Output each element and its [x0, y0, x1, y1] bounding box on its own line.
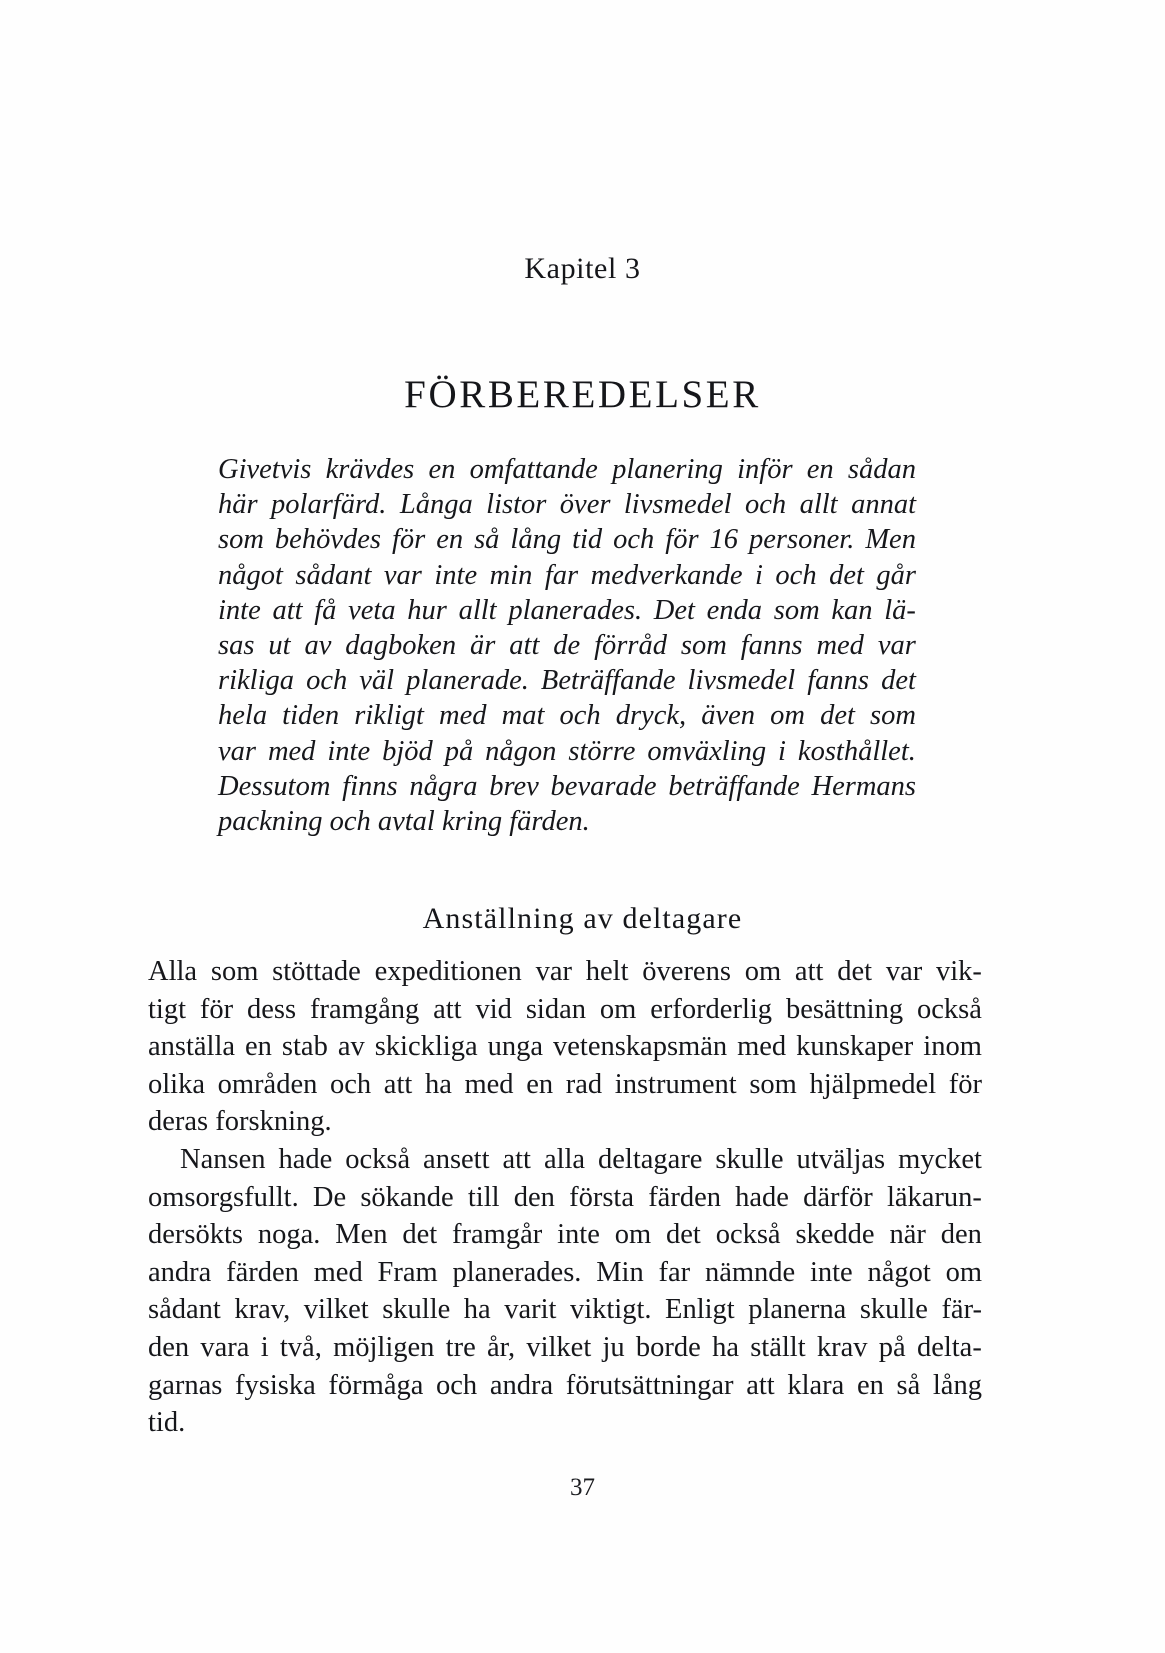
paragraph [148, 953, 982, 1141]
text-line: Nansen hade också ansett att alla deltagare skulle utväljas mycket [180, 1143, 982, 1175]
text-line: olika områden och att ha med en rad instrument som hjälpmedel för [148, 1068, 982, 1100]
text-line: dersökts noga. Men det framgår inte om det också skedde när den [148, 1219, 982, 1251]
text-line: sas ut av dagboken är att de förråd som fanns med var [218, 630, 916, 662]
text-line: deras forskning. [148, 1106, 332, 1138]
text-line: den vara i två, möjligen tre år, vilket ju borde ha ställt krav på delta- [148, 1331, 982, 1363]
text-line: packning och avtal kring färden. [218, 806, 590, 838]
section-heading: Anställning av deltagare [422, 902, 743, 935]
text-line: något sådant var inte min far medverkande i och det går [218, 559, 916, 591]
page-number: 37 [570, 1474, 595, 1501]
text-line: tigt för dess framgång att vid sidan om erforderlig besättning också [148, 993, 982, 1025]
chapter-label: Kapitel 3 [524, 252, 641, 285]
text-line: Givetvis krävdes en omfattande planering inför en sådan [218, 454, 916, 485]
text-line: Dessutom finns några brev bevarade beträffande Hermans [218, 770, 916, 802]
paragraph [148, 1141, 982, 1442]
text-line: omsorgsfullt. De sökande till den första färden hade därför läkarun- [148, 1181, 982, 1213]
page-title: FÖRBEREDELSER [404, 373, 761, 416]
text-line: tid. [148, 1407, 186, 1439]
text-line: anställa en stab av skickliga unga vetenskapsmän med kunskaper inom [148, 1031, 982, 1063]
text-line: var med inte bjöd på någon större omväxling i kosthållet. [218, 735, 916, 767]
text-line: andra färden med Fram planerades. Min far nämnde inte något om [148, 1256, 982, 1288]
text-line: Alla som stöttade expeditionen var helt överens om att det var vik- [148, 956, 982, 987]
text-line: garnas fysiska förmåga och andra förutsättningar att klara en så lång [148, 1369, 982, 1401]
text-line: inte att få veta hur allt planerades. Det enda som kan lä- [218, 594, 916, 626]
intro-paragraph [218, 452, 916, 839]
body-text [148, 953, 982, 1442]
text-line: rikliga och väl planerade. Beträffande livsmedel fanns det [218, 665, 916, 697]
text-line: som behövdes för en så lång tid och för 16 personer. Men [218, 524, 916, 556]
text-line: här polarfärd. Långa listor över livsmedel och allt annat [218, 489, 916, 521]
text-line: sådant krav, vilket skulle ha varit viktigt. Enligt planerna skulle fär- [148, 1294, 982, 1326]
text-line: hela tiden rikligt med mat och dryck, även om det som [218, 700, 916, 732]
